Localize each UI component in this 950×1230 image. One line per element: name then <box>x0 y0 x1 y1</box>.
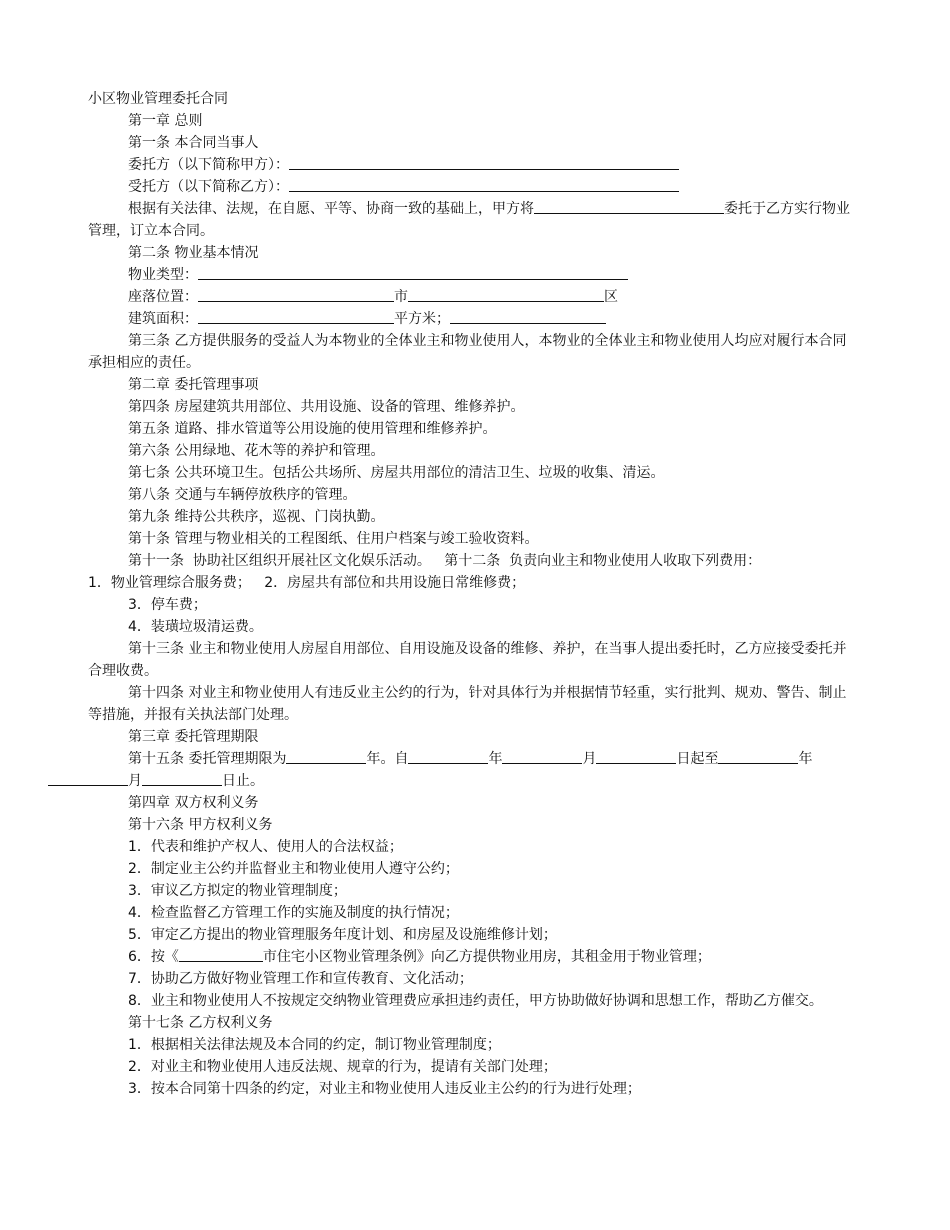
end-month-label: 月 <box>128 773 142 789</box>
sqm-label: 平方米； <box>394 311 450 327</box>
preamble-paragraph <box>88 198 860 242</box>
article-15-text: 第十五条 委托管理期限为 <box>128 751 287 767</box>
fee-item-3: 3．停车费； <box>128 597 207 613</box>
party-a-label: 委托方（以下简称甲方）： <box>128 157 289 173</box>
location-line <box>88 286 860 308</box>
article-3: 第三条 乙方提供服务的受益人为本物业的全体业主和物业使用人，本物业的全体业主和物业使用人均应对履行本合同承担相应的责任。 <box>88 333 847 371</box>
start-month-label: 月 <box>582 751 597 767</box>
term-blank <box>286 748 366 764</box>
area-extra-blank <box>450 308 606 324</box>
duty-6-suffix: 市住宅小区物业管理条例》向乙方提供物业用房，其租金用于物业管理； <box>262 949 711 965</box>
article-11-12: 第十一条 协助社区组织开展社区文化娱乐活动。 第十二条 负责向业主和物业使用人收取下列费用： <box>128 553 762 569</box>
party-b-label: 受托方（以下简称乙方）： <box>128 179 289 195</box>
party-a-duty-6 <box>88 946 860 968</box>
party-b-duty-1: 1．根据相关法律法规及本合同的约定，制订物业管理制度； <box>128 1037 501 1053</box>
article-14: 第十四条 对业主和物业使用人有违反业主公约的行为，针对具体行为并根据情节轻重，实行批判、规劝、警告、制止等措施，并报有关执法部门处理。 <box>88 685 847 723</box>
property-type-blank <box>198 264 628 280</box>
chapter-3-heading: 第三章 委托管理期限 <box>128 729 259 745</box>
chapter-1-heading: 第一章 总则 <box>128 113 203 129</box>
article-10: 第十条 管理与物业相关的工程图纸、住用户档案与竣工验收资料。 <box>128 531 539 547</box>
party-b-line <box>88 176 860 198</box>
location-label: 座落位置： <box>128 289 198 305</box>
article-16: 第十六条 甲方权利义务 <box>128 817 273 833</box>
party-a-line <box>88 154 860 176</box>
fee-items-1-2: 1．物业管理综合服务费； 2．房屋共有部位和共用设施日常维修费； <box>88 575 526 591</box>
city-name-blank <box>179 946 263 962</box>
area-label: 建筑面积： <box>128 311 198 327</box>
article-7: 第七条 公共环境卫生。包括公共场所、房屋共用部位的清洁卫生、垃圾的收集、清运。 <box>128 465 665 481</box>
article-5: 第五条 道路、排水管道等公用设施的使用管理和维修养护。 <box>128 421 497 437</box>
end-year-blank <box>718 748 798 764</box>
district-blank <box>408 286 604 302</box>
area-blank <box>198 308 394 324</box>
article-15 <box>88 748 860 792</box>
property-type-line <box>88 264 860 286</box>
chapter-2-heading: 第二章 委托管理事项 <box>128 377 259 393</box>
duty-6-prefix: 6．按《 <box>128 949 179 965</box>
start-day-blank <box>596 748 676 764</box>
party-b-duty-2: 2．对业主和物业使用人违反法规、规章的行为，提请有关部门处理； <box>128 1059 557 1075</box>
end-day-blank <box>142 770 222 786</box>
preamble-text-1: 根据有关法律、法规，在自愿、平等、协商一致的基础上，甲方将 <box>128 201 534 217</box>
area-line <box>88 308 860 330</box>
article-6: 第六条 公用绿地、花木等的养护和管理。 <box>128 443 385 459</box>
party-a-duty-7: 7．协助乙方做好物业管理工作和宣传教育、文化活动； <box>128 971 473 987</box>
fee-item-4: 4．装璜垃圾清运费。 <box>128 619 263 635</box>
year-from-label: 年。自 <box>366 751 409 767</box>
chapter-4-heading: 第四章 双方权利义务 <box>128 795 259 811</box>
party-a-duty-5: 5．审定乙方提出的物业管理服务年度计划、和房屋及设施维修计划； <box>128 927 557 943</box>
article-1: 第一条 本合同当事人 <box>128 135 259 151</box>
article-9: 第九条 维持公共秩序，巡视、门岗执勤。 <box>128 509 385 525</box>
party-b-blank <box>289 176 679 192</box>
article-17: 第十七条 乙方权利义务 <box>128 1015 273 1031</box>
property-type-label: 物业类型： <box>128 267 198 283</box>
start-year-label: 年 <box>488 751 503 767</box>
end-month-blank <box>48 770 128 786</box>
party-a-duty-1: 1．代表和维护产权人、使用人的合法权益； <box>128 839 403 855</box>
article-13: 第十三条 业主和物业使用人房屋自用部位、自用设施及设备的维修、养护，在当事人提出委托时，乙方应接受委托并合理收费。 <box>88 641 847 679</box>
party-a-duty-4: 4．检查监督乙方管理工作的实施及制度的执行情况； <box>128 905 459 921</box>
party-a-duty-8: 8．业主和物业使用人不按规定交纳物业管理费应承担违约责任，甲方协助做好协调和思想工作，帮助乙方催交。 <box>128 993 823 1009</box>
article-4: 第四条 房屋建筑共用部位、共用设施、设备的管理、维修养护。 <box>128 399 525 415</box>
contract-document <box>88 88 860 1100</box>
city-label: 市 <box>394 289 408 305</box>
end-day-label: 日止。 <box>222 773 264 789</box>
start-year-blank <box>408 748 488 764</box>
district-label: 区 <box>604 289 618 305</box>
party-a-duty-3: 3．审议乙方拟定的物业管理制度； <box>128 883 347 899</box>
party-b-duty-3: 3．按本合同第十四条的约定，对业主和物业使用人违反业主公约的行为进行处理； <box>128 1081 641 1097</box>
preamble-text-2: 委托于乙方实行物业管理，订立本合同。 <box>88 201 850 239</box>
preamble-blank <box>534 198 724 214</box>
end-year-label: 年 <box>798 751 813 767</box>
party-a-blank <box>289 154 679 170</box>
party-a-duty-2: 2．制定业主公约并监督业主和物业使用人遵守公约； <box>128 861 459 877</box>
article-2: 第二条 物业基本情况 <box>128 245 259 261</box>
document-title: 小区物业管理委托合同 <box>88 91 228 107</box>
start-month-blank <box>502 748 582 764</box>
day-until-label: 日起至 <box>676 751 719 767</box>
article-8: 第八条 交通与车辆停放秩序的管理。 <box>128 487 357 503</box>
city-blank <box>198 286 394 302</box>
